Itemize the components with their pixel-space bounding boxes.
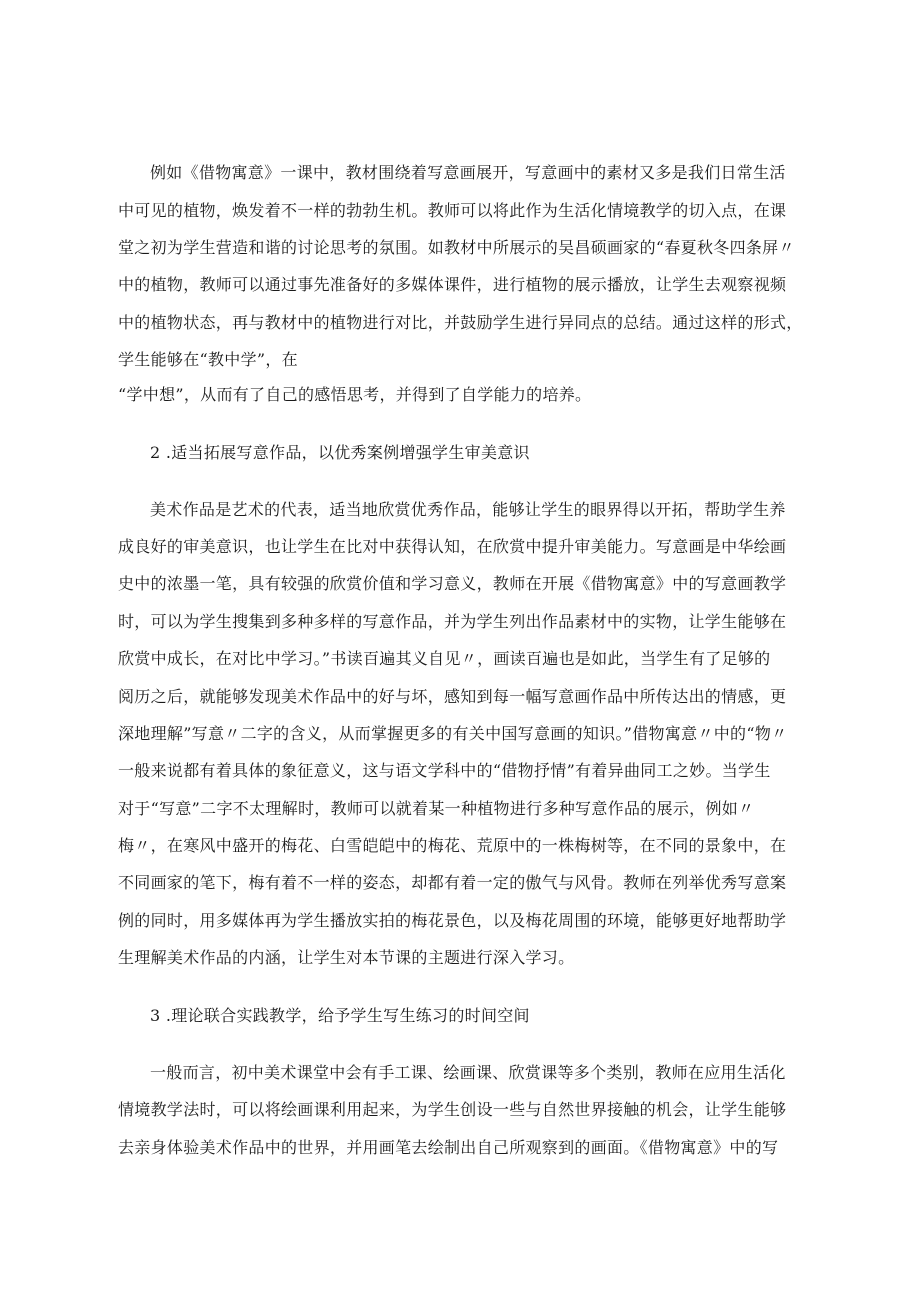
section-heading-2: 2 .适当拓展写意作品，以优秀案例增强学生审美意识 [150, 443, 530, 462]
paragraph-2-line-3: 史中的浓墨一笔，具有较强的欣赏价值和学习意义，教师在开展《借物寓意》中的写意画教学 [118, 574, 787, 593]
paragraph-2-line-7: 深地理解”写意〃二字的含义，从而掌握更多的有关中国写意画的知识。”借物寓意〃中的“物〃 [118, 724, 788, 743]
paragraph-3-line-2: 情境教学法时，可以将绘画课利用起来，为学生创设一些与自然世界接触的机会，让学生能够 [118, 1100, 787, 1119]
paragraph-3-line-1: 一般而言，初中美术课堂中会有手工课、绘画课、欣赏课等多个类别，教师在应用生活化 [150, 1063, 786, 1082]
paragraph-2-line-10: 梅〃，在寒风中盛开的梅花、白雪皑皑中的梅花、荒原中的一株梅树等，在不同的景象中，在 [118, 836, 787, 855]
paragraph-1-line-2: 中可见的植物，焕发着不一样的勃勃生机。教师可以将此作为生活化情境教学的切入点，在课 [118, 201, 787, 220]
paragraph-3-line-3: 去亲身体验美术作品中的世界，并用画笔去绘制出自己所观察到的画面。《借物寓意》中的写 [118, 1138, 779, 1157]
paragraph-2-line-2: 成良好的审美意识，也让学生在比对中获得认知，在欣赏中提升审美能力。写意画是中华绘画 [118, 537, 787, 556]
paragraph-2-line-4: 时，可以为学生搜集到多种多样的写意作品，并为学生列出作品素材中的实物，让学生能够在 [118, 612, 787, 631]
paragraph-1-line-4: 中的植物，教师可以通过事先准备好的多媒体课件，进行植物的展示播放，让学生去观察视频 [118, 275, 787, 294]
paragraph-2-line-8: 一般来说都有着具体的象征意义，这与语文学科中的“借物抒情”有着异曲同工之妙。当学生 [118, 761, 771, 780]
paragraph-1-line-6: 学生能够在“教中学”，在 [118, 350, 298, 369]
paragraph-2-line-13: 生理解美术作品的内涵，让学生对本节课的主题进行深入学习。 [118, 948, 575, 967]
paragraph-2-line-12: 例的同时，用多媒体再为学生播放实拍的梅花景色，以及梅花周围的环境，能够更好地帮助学 [118, 911, 787, 930]
paragraph-2-line-11: 不同画家的笔下，梅有着不一样的姿态，却都有着一定的傲气与风骨。教师在列举优秀写意案 [118, 873, 787, 892]
paragraph-2-line-1: 美术作品是艺术的代表，适当地欣赏优秀作品，能够让学生的眼界得以开拓，帮助学生养 [150, 500, 786, 519]
paragraph-1-line-1: 例如《借物寓意》一课中，教材围绕着写意画展开，写意画中的素材又多是我们日常生活 [150, 163, 786, 182]
paragraph-1-line-5: 中的植物状态，再与教材中的植物进行对比，并鼓励学生进行异同点的总结。通过这样的形式， [118, 313, 803, 332]
section-heading-3: 3 .理论联合实践教学，给予学生写生练习的时间空间 [150, 1006, 530, 1025]
paragraph-1-line-3: 堂之初为学生营造和谐的讨论思考的氛围。如教材中所展示的吴昌硕画家的“春夏秋冬四条屏〃 [118, 238, 795, 257]
paragraph-2-line-5: 欣赏中成长，在对比中学习。”书读百遍其义自见〃，画读百遍也是如此，当学生有了足够的 [118, 649, 771, 668]
paragraph-2-line-9: 对于“写意”二字不太理解时，教师可以就着某一种植物进行多种写意作品的展示，例如〃 [118, 799, 755, 818]
paragraph-2-line-6: 阅历之后，就能够发现美术作品中的好与坏，感知到每一幅写意画作品中所传达出的情感，更 [118, 687, 787, 706]
paragraph-1-line-7: “学中想”，从而有了自己的感悟思考，并得到了自学能力的培养。 [118, 385, 592, 404]
